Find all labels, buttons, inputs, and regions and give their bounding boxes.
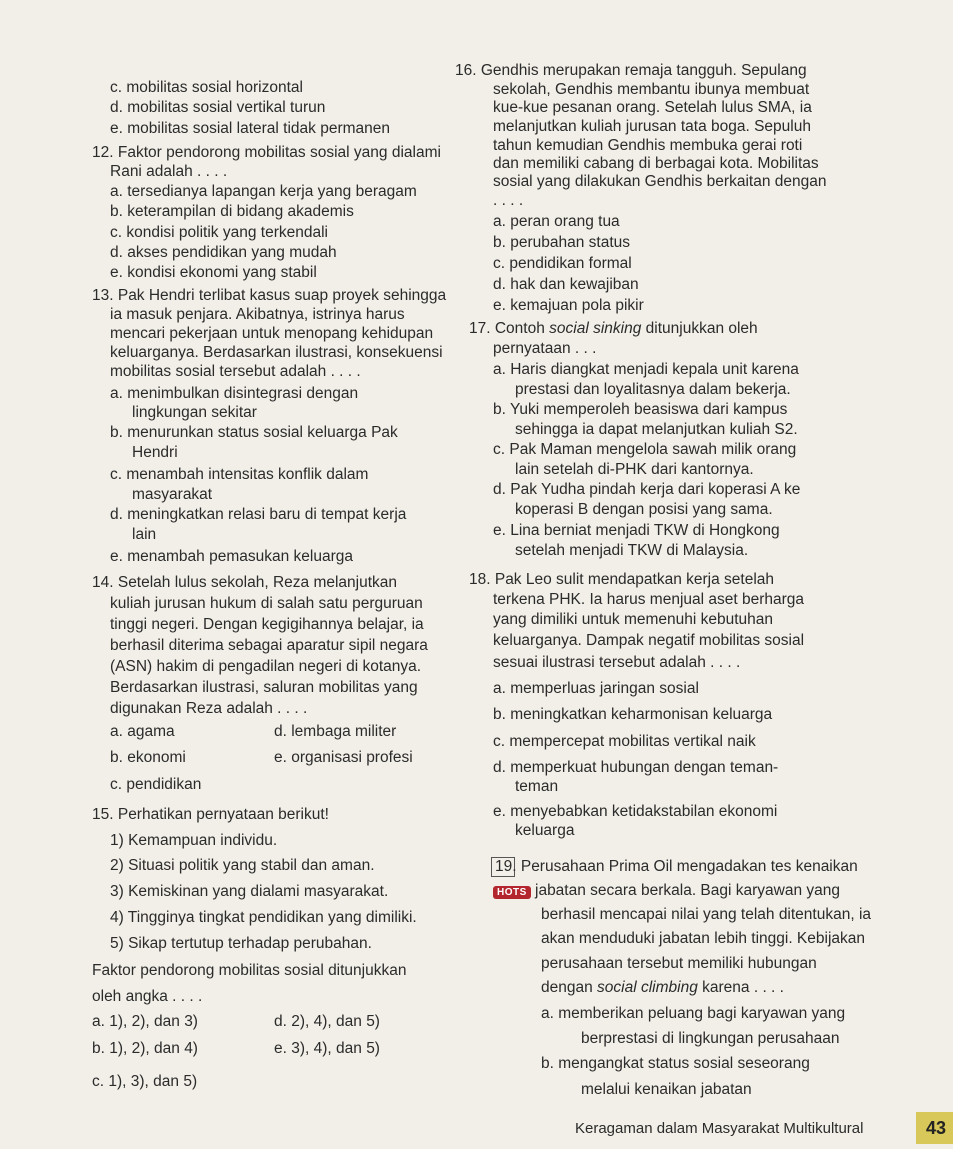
q11-option-e: e. mobilitas sosial lateral tidak permanen: [110, 120, 390, 137]
q18-option-e: e. menyebabkan ketidakstabilan ekonomi: [493, 803, 778, 820]
q17-option-d: d. Pak Yudha pindah kerja dari koperasi A ke: [493, 481, 801, 498]
q16-option-e: e. kemajuan pola pikir: [493, 297, 644, 314]
q13-option-b: b. menurunkan status sosial keluarga Pak: [110, 424, 398, 441]
q14-option-b: b. ekonomi: [110, 749, 186, 766]
q12-stem-2: Rani adalah . . . .: [110, 163, 228, 180]
q17-option-e-2: setelah menjadi TKW di Malaysia.: [515, 542, 749, 559]
q19-stem-4: akan menduduki jabatan lebih tinggi. Kebijakan: [541, 930, 866, 947]
q14-option-a: a. agama: [110, 723, 175, 740]
q15-option-a: a. 1), 2), dan 3): [92, 1013, 198, 1030]
q11-option-c: c. mobilitas sosial horizontal: [110, 79, 303, 96]
q16-stem: 16. Gendhis merupakan remaja tangguh. Sepulang: [455, 62, 807, 79]
q17-option-a-2: prestasi dan loyalitasnya dalam bekerja.: [515, 381, 791, 398]
page-number: 43: [916, 1112, 953, 1144]
q17-option-b-2: sehingga ia dapat melanjutkan kuliah S2.: [515, 421, 798, 438]
q15-item-2: 2) Situasi politik yang stabil dan aman.: [110, 857, 375, 874]
q11-option-d: d. mobilitas sosial vertikal turun: [110, 99, 326, 116]
q19-option-b: b. mengangkat status sosial seseorang: [541, 1055, 810, 1072]
q19-stem-5: perusahaan tersebut memiliki hubungan: [541, 955, 817, 972]
q16-stem-3: kue-kue pesanan orang. Setelah lulus SMA, ia: [493, 99, 812, 116]
q17-option-e: e. Lina berniat menjadi TKW di Hongkong: [493, 522, 780, 539]
q19-stem-2: jabatan secara berkala. Bagi karyawan yang: [535, 882, 841, 899]
q13-option-c: c. menambah intensitas konflik dalam: [110, 466, 369, 483]
q13-option-d-2: lain: [132, 526, 157, 543]
q17-option-c: c. Pak Maman mengelola sawah milik orang: [493, 441, 797, 458]
q17-option-d-2: koperasi B dengan posisi yang sama.: [515, 501, 773, 518]
q13-stem: 13. Pak Hendri terlibat kasus suap proyek sehingga: [92, 287, 447, 304]
q13-option-c-2: masyarakat: [132, 486, 213, 503]
q12-option-d: d. akses pendidikan yang mudah: [110, 244, 337, 261]
q16-stem-4: melanjutkan kuliah jurusan tata boga. Sepuluh: [493, 118, 811, 135]
q18-stem-5: sesuai ilustrasi tersebut adalah . . . .: [493, 654, 741, 671]
q18-option-d-2: teman: [515, 778, 559, 795]
q15-item-5: 5) Sikap tertutup terhadap perubahan.: [110, 935, 372, 952]
q19-stem: 19. Perusahaan Prima Oil mengadakan tes kenaikan: [495, 858, 858, 875]
q13-stem-5: mobilitas sosial tersebut adalah . . . .: [110, 363, 361, 380]
q19-option-a-2: berprestasi di lingkungan perusahaan: [581, 1030, 840, 1047]
q12-option-b: b. keterampilan di bidang akademis: [110, 203, 354, 220]
q14-stem-4: berhasil diterima sebagai aparatur sipil negara: [110, 637, 428, 654]
q18-stem-2: terkena PHK. Ia harus menjual aset berharga: [493, 591, 805, 608]
q14-stem-6: Berdasarkan ilustrasi, saluran mobilitas yang: [110, 679, 418, 696]
q16-option-d: d. hak dan kewajiban: [493, 276, 639, 293]
q14-option-d: d. lembaga militer: [274, 723, 397, 740]
q17-stem-2: pernyataan . . .: [493, 340, 597, 357]
q14-stem-2: kuliah jurusan hukum di salah satu perguruan: [110, 595, 423, 612]
q17-stem: 17. Contoh social sinking ditunjukkan oleh: [469, 320, 758, 337]
q18-option-e-2: keluarga: [515, 822, 575, 839]
q13-option-e: e. menambah pemasukan keluarga: [110, 548, 353, 565]
q19-stem-3: berhasil mencapai nilai yang telah ditentukan, ia: [541, 906, 872, 923]
q14-stem-3: tinggi negeri. Dengan kegigihannya belajar, ia: [110, 616, 424, 633]
q18-stem-3: yang dimiliki untuk memenuhi kebutuhan: [493, 611, 774, 628]
q18-option-b: b. meningkatkan keharmonisan keluarga: [493, 706, 773, 723]
q18-option-c: c. mempercepat mobilitas vertikal naik: [493, 733, 756, 750]
q13-option-b-2: Hendri: [132, 444, 178, 461]
q19-option-a: a. memberikan peluang bagi karyawan yang: [541, 1005, 846, 1022]
q15-option-d: d. 2), 4), dan 5): [274, 1013, 380, 1030]
q15-stem-2: Faktor pendorong mobilitas sosial ditunjukkan: [92, 962, 407, 979]
q18-stem-4: keluarganya. Dampak negatif mobilitas sosial: [493, 632, 805, 649]
q15-stem: 15. Perhatikan pernyataan berikut!: [92, 806, 329, 823]
q14-stem-7: digunakan Reza adalah . . . .: [110, 700, 308, 717]
q16-option-c: c. pendidikan formal: [493, 255, 632, 272]
q12-stem: 12. Faktor pendorong mobilitas sosial yang dialami: [92, 144, 441, 161]
q15-option-b: b. 1), 2), dan 4): [92, 1040, 198, 1057]
q15-item-3: 3) Kemiskinan yang dialami masyarakat.: [110, 883, 389, 900]
q17-option-b: b. Yuki memperoleh beasiswa dari kampus: [493, 401, 788, 418]
q16-option-b: b. perubahan status: [493, 234, 631, 251]
q16-stem-7: sosial yang dilakukan Gendhis berkaitan dengan: [493, 173, 827, 190]
q19-stem-6: dengan social climbing karena . . . .: [541, 979, 784, 996]
q14-stem: 14. Setelah lulus sekolah, Reza melanjutkan: [92, 574, 398, 591]
q12-option-e: e. kondisi ekonomi yang stabil: [110, 264, 317, 281]
q18-option-d: d. memperkuat hubungan dengan teman-: [493, 759, 779, 776]
q14-option-e: e. organisasi profesi: [274, 749, 413, 766]
q17-option-c-2: lain setelah di-PHK dari kantornya.: [515, 461, 754, 478]
q19-option-b-2: melalui kenaikan jabatan: [581, 1081, 752, 1098]
q14-stem-5: (ASN) hakim di pengadilan negeri di kotanya.: [110, 658, 422, 675]
q15-item-4: 4) Tingginya tingkat pendidikan yang dimiliki.: [110, 909, 417, 926]
q16-stem-5: tahun kemudian Gendhis membuka gerai roti: [493, 137, 803, 154]
q15-option-e: e. 3), 4), dan 5): [274, 1040, 380, 1057]
q16-option-a: a. peran orang tua: [493, 213, 620, 230]
q15-option-c: c. 1), 3), dan 5): [92, 1073, 198, 1090]
q16-stem-2: sekolah, Gendhis membantu ibunya membuat: [493, 81, 810, 98]
q15-stem-3: oleh angka . . . .: [92, 988, 203, 1005]
q13-option-d: d. meningkatkan relasi baru di tempat kerja: [110, 506, 407, 523]
hots-badge: HOTS: [493, 886, 531, 899]
q18-stem: 18. Pak Leo sulit mendapatkan kerja setelah: [469, 571, 775, 588]
q16-stem-8: . . . .: [493, 192, 524, 209]
q12-option-a: a. tersedianya lapangan kerja yang beragam: [110, 183, 417, 200]
q14-option-c: c. pendidikan: [110, 776, 202, 793]
q13-option-a: a. menimbulkan disintegrasi dengan: [110, 385, 359, 402]
q13-option-a-2: lingkungan sekitar: [132, 404, 257, 421]
q18-option-a: a. memperluas jaringan sosial: [493, 680, 699, 697]
q13-stem-4: keluarganya. Berdasarkan ilustrasi, konsekuensi: [110, 344, 443, 361]
q12-option-c: c. kondisi politik yang terkendali: [110, 224, 328, 241]
q13-stem-3: mencari pekerjaan untuk menopang kehidupan: [110, 325, 434, 342]
footer-title: Keragaman dalam Masyarakat Multikultural: [575, 1120, 864, 1137]
q17-option-a: a. Haris diangkat menjadi kepala unit karena: [493, 361, 799, 378]
q16-stem-6: dan memiliki cabang di berbagai kota. Mobilitas: [493, 155, 819, 172]
q15-item-1: 1) Kemampuan individu.: [110, 832, 278, 849]
q13-stem-2: ia masuk penjara. Akibatnya, istrinya harus: [110, 306, 405, 323]
